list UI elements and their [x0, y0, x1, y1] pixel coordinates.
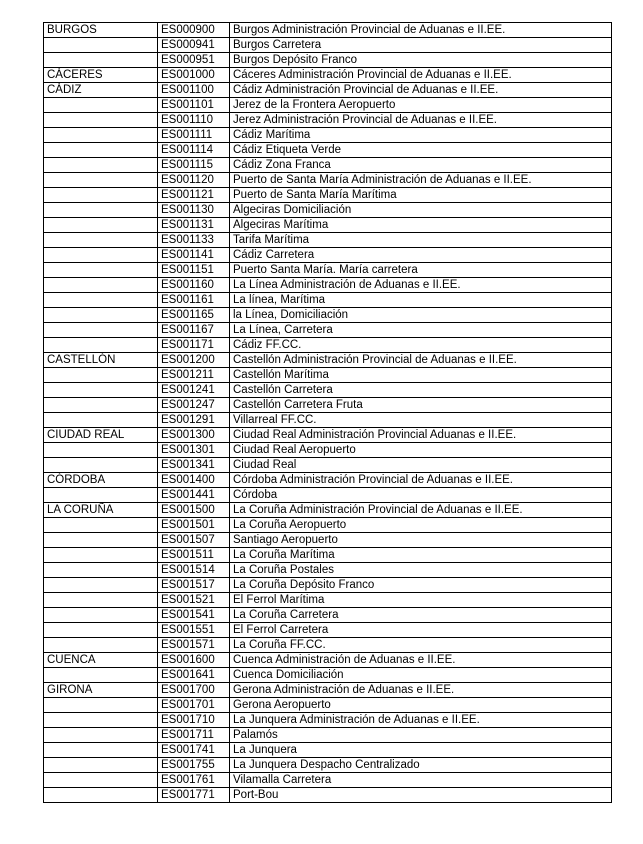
province-cell: CÁCERES: [44, 68, 158, 83]
office-name-cell: La Coruña Marítima: [230, 548, 612, 563]
office-name-cell: Gerona Aeropuerto: [230, 698, 612, 713]
office-name-cell: La Junquera Despacho Centralizado: [230, 758, 612, 773]
office-name-cell: Ciudad Real Administración Provincial Aduanas e II.EE.: [230, 428, 612, 443]
table-row: [44, 38, 612, 53]
office-code-cell: ES001701: [158, 698, 230, 713]
province-cell: [44, 233, 158, 248]
table-row: [44, 203, 612, 218]
table-row: [44, 218, 612, 233]
table-row: [44, 683, 612, 698]
office-code-cell: ES001111: [158, 128, 230, 143]
table-row: [44, 668, 612, 683]
province-cell: [44, 53, 158, 68]
office-code-cell: ES001755: [158, 758, 230, 773]
office-code-cell: ES001300: [158, 428, 230, 443]
office-code-cell: ES001291: [158, 413, 230, 428]
office-name-cell: El Ferrol Carretera: [230, 623, 612, 638]
province-cell: [44, 773, 158, 788]
province-cell: [44, 728, 158, 743]
province-cell: CÁDIZ: [44, 83, 158, 98]
table-row: [44, 743, 612, 758]
table-row: [44, 458, 612, 473]
table-row: [44, 98, 612, 113]
office-name-cell: Palamós: [230, 728, 612, 743]
office-name-cell: La Línea Administración de Aduanas e II.EE.: [230, 278, 612, 293]
province-cell: [44, 218, 158, 233]
province-cell: [44, 713, 158, 728]
province-cell: [44, 758, 158, 773]
office-name-cell: Córdoba Administración Provincial de Aduanas e II.EE.: [230, 473, 612, 488]
office-name-cell: La Coruña Administración Provincial de Aduanas e II.EE.: [230, 503, 612, 518]
customs-offices-table: [43, 22, 612, 803]
office-code-cell: ES001165: [158, 308, 230, 323]
office-code-cell: ES001341: [158, 458, 230, 473]
office-code-cell: ES001600: [158, 653, 230, 668]
office-code-cell: ES000941: [158, 38, 230, 53]
office-name-cell: la Línea, Domiciliación: [230, 308, 612, 323]
table-row: [44, 338, 612, 353]
table-row: [44, 653, 612, 668]
province-cell: [44, 698, 158, 713]
province-cell: [44, 578, 158, 593]
table-row: [44, 23, 612, 38]
table-row: [44, 563, 612, 578]
table-row: [44, 758, 612, 773]
table-row: [44, 188, 612, 203]
province-cell: [44, 323, 158, 338]
office-name-cell: El Ferrol Marítima: [230, 593, 612, 608]
table-row: [44, 788, 612, 803]
office-name-cell: Cádiz Marítima: [230, 128, 612, 143]
province-cell: [44, 128, 158, 143]
office-name-cell: La Coruña Aeropuerto: [230, 518, 612, 533]
province-cell: GIRONA: [44, 683, 158, 698]
table-row: [44, 113, 612, 128]
office-name-cell: La Línea, Carretera: [230, 323, 612, 338]
office-code-cell: ES001551: [158, 623, 230, 638]
office-name-cell: Puerto Santa María. María carretera: [230, 263, 612, 278]
office-code-cell: ES001400: [158, 473, 230, 488]
office-name-cell: La Junquera: [230, 743, 612, 758]
table-row: [44, 488, 612, 503]
table-row: [44, 608, 612, 623]
office-code-cell: ES001141: [158, 248, 230, 263]
office-name-cell: Vilamalla Carretera: [230, 773, 612, 788]
table-row: [44, 83, 612, 98]
office-code-cell: ES001741: [158, 743, 230, 758]
office-name-cell: Puerto de Santa María Marítima: [230, 188, 612, 203]
office-name-cell: La Coruña FF.CC.: [230, 638, 612, 653]
office-code-cell: ES001571: [158, 638, 230, 653]
office-name-cell: Burgos Administración Provincial de Aduanas e II.EE.: [230, 23, 612, 38]
office-code-cell: ES000900: [158, 23, 230, 38]
table-row: [44, 413, 612, 428]
province-cell: [44, 458, 158, 473]
office-code-cell: ES001131: [158, 218, 230, 233]
province-cell: [44, 638, 158, 653]
province-cell: [44, 368, 158, 383]
province-cell: [44, 188, 158, 203]
office-code-cell: ES001167: [158, 323, 230, 338]
office-code-cell: ES001114: [158, 143, 230, 158]
office-code-cell: ES001641: [158, 668, 230, 683]
table-row: [44, 548, 612, 563]
office-name-cell: Cuenca Administración de Aduanas e II.EE.: [230, 653, 612, 668]
office-name-cell: La Coruña Postales: [230, 563, 612, 578]
province-cell: [44, 308, 158, 323]
table-row: [44, 428, 612, 443]
table-row: [44, 353, 612, 368]
table-row: [44, 173, 612, 188]
table-row: [44, 773, 612, 788]
office-name-cell: Burgos Carretera: [230, 38, 612, 53]
province-cell: CASTELLÓN: [44, 353, 158, 368]
province-cell: [44, 38, 158, 53]
office-code-cell: ES001115: [158, 158, 230, 173]
table-row: [44, 593, 612, 608]
province-cell: [44, 203, 158, 218]
office-code-cell: ES001130: [158, 203, 230, 218]
table-row: [44, 578, 612, 593]
office-code-cell: ES001160: [158, 278, 230, 293]
office-code-cell: ES001500: [158, 503, 230, 518]
province-cell: [44, 173, 158, 188]
office-code-cell: ES001501: [158, 518, 230, 533]
office-code-cell: ES001541: [158, 608, 230, 623]
office-code-cell: ES000951: [158, 53, 230, 68]
province-cell: [44, 668, 158, 683]
office-code-cell: ES001517: [158, 578, 230, 593]
office-name-cell: Jerez de la Frontera Aeropuerto: [230, 98, 612, 113]
table-row: [44, 698, 612, 713]
office-code-cell: ES001241: [158, 383, 230, 398]
province-cell: CIUDAD REAL: [44, 428, 158, 443]
office-name-cell: Cáceres Administración Provincial de Aduanas e II.EE.: [230, 68, 612, 83]
office-name-cell: Port-Bou: [230, 788, 612, 803]
table-row: [44, 713, 612, 728]
province-cell: [44, 608, 158, 623]
province-cell: [44, 143, 158, 158]
table-row: [44, 293, 612, 308]
office-name-cell: Gerona Administración de Aduanas e II.EE.: [230, 683, 612, 698]
office-code-cell: ES001507: [158, 533, 230, 548]
office-code-cell: ES001151: [158, 263, 230, 278]
table-row: [44, 443, 612, 458]
table-row: [44, 383, 612, 398]
table-row: [44, 308, 612, 323]
office-code-cell: ES001211: [158, 368, 230, 383]
province-cell: BURGOS: [44, 23, 158, 38]
office-code-cell: ES001133: [158, 233, 230, 248]
office-code-cell: ES001710: [158, 713, 230, 728]
office-name-cell: Castellón Carretera Fruta: [230, 398, 612, 413]
province-cell: [44, 443, 158, 458]
office-code-cell: ES001100: [158, 83, 230, 98]
province-cell: LA CORUÑA: [44, 503, 158, 518]
province-cell: [44, 263, 158, 278]
province-cell: [44, 98, 158, 113]
office-name-cell: Cádiz Zona Franca: [230, 158, 612, 173]
table-row: [44, 518, 612, 533]
table-row: [44, 143, 612, 158]
office-name-cell: Cádiz FF.CC.: [230, 338, 612, 353]
office-name-cell: Santiago Aeropuerto: [230, 533, 612, 548]
office-code-cell: ES001711: [158, 728, 230, 743]
office-code-cell: ES001521: [158, 593, 230, 608]
table-row: [44, 263, 612, 278]
office-name-cell: Cádiz Carretera: [230, 248, 612, 263]
table-row: [44, 323, 612, 338]
office-name-cell: Algeciras Domiciliación: [230, 203, 612, 218]
office-code-cell: ES001120: [158, 173, 230, 188]
province-cell: [44, 518, 158, 533]
office-name-cell: Córdoba: [230, 488, 612, 503]
table-row: [44, 503, 612, 518]
office-name-cell: La Junquera Administración de Aduanas e II.EE.: [230, 713, 612, 728]
province-cell: [44, 743, 158, 758]
office-name-cell: Tarifa Marítima: [230, 233, 612, 248]
office-name-cell: Jerez Administración Provincial de Aduanas e II.EE.: [230, 113, 612, 128]
table-row: [44, 623, 612, 638]
province-cell: [44, 158, 158, 173]
office-code-cell: ES001511: [158, 548, 230, 563]
province-cell: [44, 488, 158, 503]
office-code-cell: ES001000: [158, 68, 230, 83]
office-code-cell: ES001171: [158, 338, 230, 353]
office-name-cell: La Coruña Depósito Franco: [230, 578, 612, 593]
office-code-cell: ES001247: [158, 398, 230, 413]
table-row: [44, 473, 612, 488]
table-body: [44, 23, 612, 803]
province-cell: [44, 293, 158, 308]
office-code-cell: ES001700: [158, 683, 230, 698]
office-name-cell: Castellón Carretera: [230, 383, 612, 398]
office-name-cell: Algeciras Marítima: [230, 218, 612, 233]
province-cell: [44, 533, 158, 548]
table-row: [44, 128, 612, 143]
table-row: [44, 398, 612, 413]
table-row: [44, 248, 612, 263]
table-row: [44, 368, 612, 383]
table-row: [44, 728, 612, 743]
office-name-cell: La línea, Marítima: [230, 293, 612, 308]
province-cell: [44, 383, 158, 398]
office-name-cell: Castellón Marítima: [230, 368, 612, 383]
office-name-cell: Cádiz Etiqueta Verde: [230, 143, 612, 158]
office-code-cell: ES001441: [158, 488, 230, 503]
table-row: [44, 638, 612, 653]
province-cell: [44, 278, 158, 293]
province-cell: [44, 413, 158, 428]
office-code-cell: ES001101: [158, 98, 230, 113]
table-row: [44, 158, 612, 173]
office-code-cell: ES001514: [158, 563, 230, 578]
office-code-cell: ES001200: [158, 353, 230, 368]
office-name-cell: La Coruña Carretera: [230, 608, 612, 623]
office-code-cell: ES001761: [158, 773, 230, 788]
table-row: [44, 533, 612, 548]
office-name-cell: Castellón Administración Provincial de Aduanas e II.EE.: [230, 353, 612, 368]
office-name-cell: Ciudad Real Aeropuerto: [230, 443, 612, 458]
office-name-cell: Burgos Depósito Franco: [230, 53, 612, 68]
province-cell: [44, 563, 158, 578]
office-name-cell: Puerto de Santa María Administración de Aduanas e II.EE.: [230, 173, 612, 188]
province-cell: [44, 248, 158, 263]
province-cell: [44, 593, 158, 608]
office-code-cell: ES001110: [158, 113, 230, 128]
province-cell: CÓRDOBA: [44, 473, 158, 488]
office-name-cell: Cádiz Administración Provincial de Aduanas e II.EE.: [230, 83, 612, 98]
office-name-cell: Ciudad Real: [230, 458, 612, 473]
office-code-cell: ES001301: [158, 443, 230, 458]
province-cell: CUENCA: [44, 653, 158, 668]
province-cell: [44, 548, 158, 563]
province-cell: [44, 338, 158, 353]
table-row: [44, 53, 612, 68]
office-code-cell: ES001121: [158, 188, 230, 203]
table-row: [44, 233, 612, 248]
table-row: [44, 68, 612, 83]
office-code-cell: ES001771: [158, 788, 230, 803]
table-row: [44, 278, 612, 293]
province-cell: [44, 113, 158, 128]
office-code-cell: ES001161: [158, 293, 230, 308]
province-cell: [44, 788, 158, 803]
province-cell: [44, 623, 158, 638]
office-name-cell: Cuenca Domiciliación: [230, 668, 612, 683]
province-cell: [44, 398, 158, 413]
office-name-cell: Villarreal FF.CC.: [230, 413, 612, 428]
